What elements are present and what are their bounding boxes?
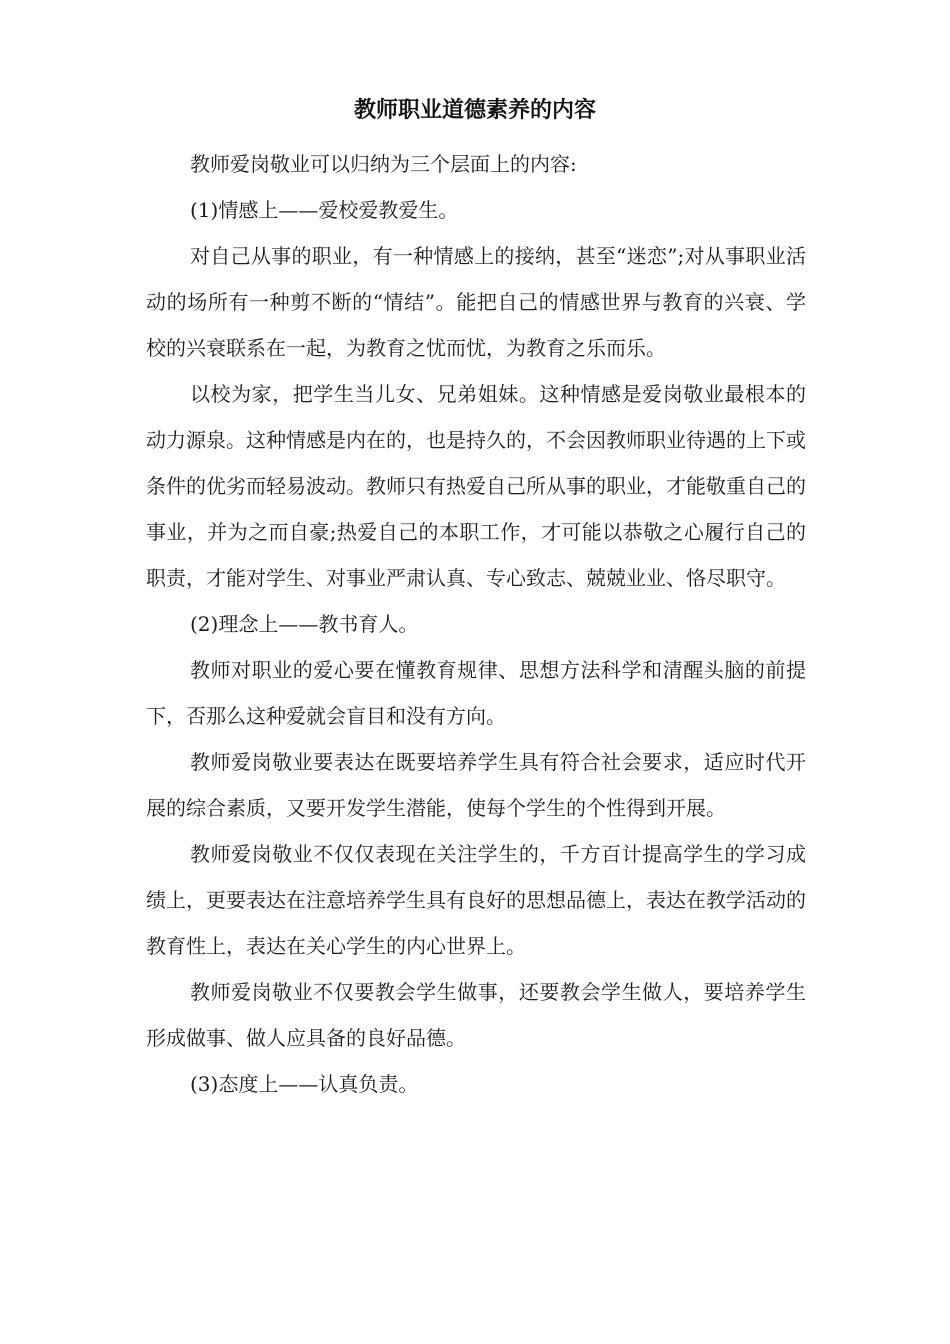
- paragraph: 教师爱岗敬业不仅仅表现在关注学生的，千方百计提高学生的学习成绩上，更要表达在注意培养学生具有良好的思想品德上，表达在教学活动的教育性上，表达在关心学生的内心世界上。: [146, 842, 806, 958]
- paragraph-intro: 教师爱岗敬业可以归纳为三个层面上的内容:: [190, 152, 577, 176]
- document-title: 教师职业道德素养的内容: [353, 97, 596, 123]
- paragraph: 对自己从事的职业，有一种情感上的接纳，甚至“迷恋”;对从事职业活动的场所有一种剪不断的“情结”。能把自己的情感世界与教育的兴衰、学校的兴衰联系在一起，为教育之忧而忧，为教育之乐而乐。: [146, 244, 806, 360]
- paragraph-heading-emotion: (1)情感上——爱校爱教爱生。: [190, 198, 459, 222]
- paragraph: 教师对职业的爱心要在懂教育规律、思想方法科学和清醒头脑的前提下，否那么这种爱就会盲目和没有方向。: [146, 658, 806, 728]
- paragraph: 以校为家，把学生当儿女、兄弟姐妹。这种情感是爱岗敬业最根本的动力源泉。这种情感是内在的，也是持久的，不会因教师职业待遇的上下或条件的优劣而轻易波动。教师只有热爱自己所从事的职业，才能敬重自己的事业，并为之而自豪;热爱自己的本职工作，才可能以恭敬之心履行自己的职责，才能对学生、对事业严肃认真、专心致志、兢兢业业、恪尽职守。: [146, 382, 806, 590]
- paragraph-heading-concept: (2)理念上——教书育人。: [190, 612, 419, 636]
- paragraph-heading-attitude: (3)态度上——认真负责。: [190, 1072, 419, 1096]
- paragraph: 教师爱岗敬业要表达在既要培养学生具有符合社会要求，适应时代开展的综合素质，又要开发学生潜能，使每个学生的个性得到开展。: [146, 750, 806, 820]
- document-body: [146, 141, 806, 1107]
- paragraph: 教师爱岗敬业不仅要教会学生做事，还要教会学生做人，要培养学生形成做事、做人应具备的良好品德。: [146, 980, 806, 1050]
